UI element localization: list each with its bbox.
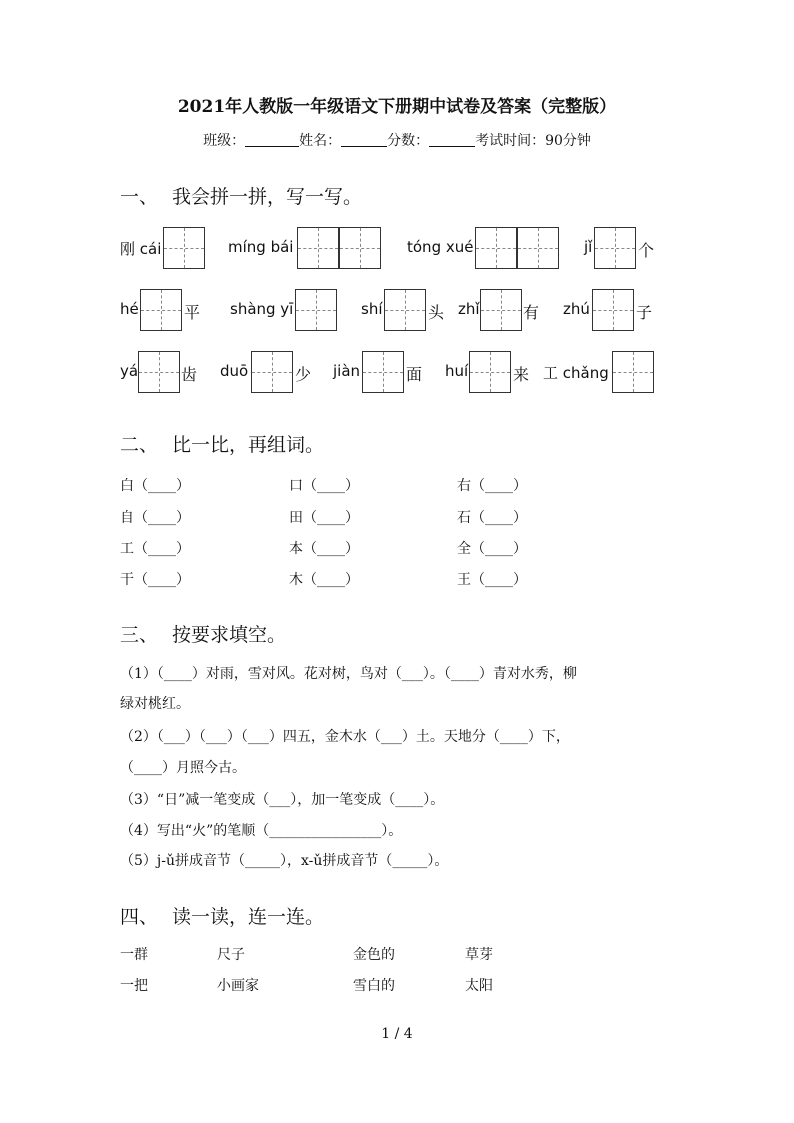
pinyin-zhi: zhǐ bbox=[458, 300, 480, 318]
section4-title: 读一读，连一连。 bbox=[172, 906, 325, 928]
pinyin-ya: yá bbox=[120, 362, 139, 380]
name-label: 姓名： bbox=[299, 133, 342, 149]
page-number: 1 / 4 bbox=[381, 1026, 413, 1042]
match-word[interactable]: 一把 bbox=[120, 978, 148, 994]
section4-heading bbox=[120, 902, 324, 929]
word-pair-item[interactable]: 田（____） bbox=[289, 510, 359, 526]
pinyin-mingbai: míng bái bbox=[228, 238, 294, 256]
match-word[interactable]: 一群 bbox=[120, 947, 148, 963]
pinyin-hui: huí bbox=[445, 362, 469, 380]
match-word[interactable]: 金色的 bbox=[353, 947, 395, 963]
word-pair-item[interactable]: 全（____） bbox=[457, 541, 527, 557]
char-shao: 少 bbox=[295, 365, 312, 384]
writing-box[interactable] bbox=[362, 351, 404, 393]
match-word[interactable]: 尺子 bbox=[217, 947, 245, 963]
fill-blank-line[interactable]: （____）月照今古。 bbox=[120, 760, 246, 776]
word-pair-item[interactable]: 白（____） bbox=[120, 478, 190, 494]
writing-box[interactable] bbox=[163, 227, 205, 269]
pinyin-shangyi: shàng yī bbox=[230, 300, 294, 318]
writing-box[interactable] bbox=[295, 289, 337, 331]
pinyin-gongchang: 工 chǎng bbox=[543, 364, 609, 382]
word-pair-item[interactable]: 木（____） bbox=[289, 572, 359, 588]
score-label: 分数： bbox=[387, 133, 430, 149]
char-mian: 面 bbox=[406, 365, 423, 384]
match-word[interactable]: 草芽 bbox=[465, 947, 493, 963]
match-word[interactable]: 小画家 bbox=[217, 978, 259, 994]
name-blank[interactable] bbox=[341, 132, 387, 147]
word-pair-item[interactable]: 自（____） bbox=[120, 510, 190, 526]
writing-box[interactable] bbox=[594, 227, 636, 269]
time-label: 考试时间：90分钟 bbox=[475, 133, 591, 149]
section3-heading bbox=[120, 620, 286, 647]
page-title: 2021年人教版一年级语文下册期中试卷及答案（完整版） bbox=[177, 97, 617, 117]
pinyin-zhu: zhú bbox=[563, 300, 590, 318]
pinyin-cai: 刚 cái bbox=[120, 240, 162, 258]
pinyin-ji: jǐ bbox=[584, 238, 593, 256]
section1-number: 一、 bbox=[120, 186, 159, 208]
section3-title: 按要求填空。 bbox=[172, 624, 287, 646]
writing-box[interactable] bbox=[138, 351, 180, 393]
writing-box[interactable] bbox=[469, 351, 511, 393]
char-ge: 个 bbox=[638, 241, 655, 260]
writing-box[interactable] bbox=[140, 289, 182, 331]
fill-blank-line[interactable]: （5）j-ǔ拼成音节（_____），x-ǔ拼成音节（_____）。 bbox=[120, 853, 449, 869]
char-ping: 平 bbox=[184, 303, 201, 322]
fill-blank-line: 绿对桃红。 bbox=[120, 696, 190, 712]
pinyin-jian: jiàn bbox=[333, 362, 361, 380]
writing-box[interactable] bbox=[475, 227, 517, 269]
score-blank[interactable] bbox=[429, 132, 475, 147]
section3-number: 三、 bbox=[120, 624, 159, 646]
word-pair-item[interactable]: 口（____） bbox=[289, 478, 359, 494]
fill-blank-line[interactable]: （2）（___）（___）（___）四五，金木水（___）土。天地分（____）下， bbox=[120, 729, 570, 745]
pinyin-tongxue: tóng xué bbox=[407, 238, 474, 256]
word-pair-item[interactable]: 本（____） bbox=[289, 541, 359, 557]
word-pair-item[interactable]: 工（____） bbox=[120, 541, 190, 557]
char-tou: 头 bbox=[428, 303, 445, 322]
char-lai: 来 bbox=[513, 365, 530, 384]
pinyin-shi: shí bbox=[361, 300, 383, 318]
match-word[interactable]: 太阳 bbox=[465, 978, 493, 994]
section2-heading bbox=[120, 430, 324, 457]
writing-box[interactable] bbox=[251, 351, 293, 393]
writing-box[interactable] bbox=[480, 289, 522, 331]
pinyin-he: hé bbox=[120, 300, 139, 318]
class-label: 班级： bbox=[203, 133, 246, 149]
writing-box[interactable] bbox=[517, 227, 559, 269]
fill-blank-line[interactable]: （1）（____）对雨，雪对风。花对树，鸟对（___）。（____）青对水秀，柳 bbox=[120, 666, 577, 682]
section2-title: 比一比，再组词。 bbox=[172, 434, 325, 456]
match-word[interactable]: 雪白的 bbox=[353, 978, 395, 994]
word-pair-item[interactable]: 石（____） bbox=[457, 510, 527, 526]
class-blank[interactable] bbox=[245, 132, 299, 147]
section1-title: 我会拼一拼，写一写。 bbox=[172, 186, 363, 208]
pinyin-duo: duō bbox=[220, 362, 249, 380]
word-pair-item[interactable]: 王（____） bbox=[457, 572, 527, 588]
writing-box[interactable] bbox=[612, 351, 654, 393]
word-pair-item[interactable]: 干（____） bbox=[120, 572, 190, 588]
word-pair-item[interactable]: 右（____） bbox=[457, 478, 527, 494]
writing-box[interactable] bbox=[297, 227, 339, 269]
writing-box[interactable] bbox=[384, 289, 426, 331]
exam-info-line bbox=[0, 130, 794, 150]
section4-number: 四、 bbox=[120, 906, 159, 928]
section1-heading bbox=[120, 182, 362, 209]
writing-box[interactable] bbox=[592, 289, 634, 331]
section2-number: 二、 bbox=[120, 434, 159, 456]
fill-blank-line[interactable]: （4）写出“火”的笔顺（________________）。 bbox=[120, 823, 403, 839]
fill-blank-line[interactable]: （3）“日”减一笔变成（___），加一笔变成（____）。 bbox=[120, 792, 445, 808]
writing-box[interactable] bbox=[339, 227, 381, 269]
char-chi: 齿 bbox=[181, 365, 198, 384]
char-zi: 子 bbox=[636, 303, 653, 322]
char-you: 有 bbox=[523, 303, 540, 322]
